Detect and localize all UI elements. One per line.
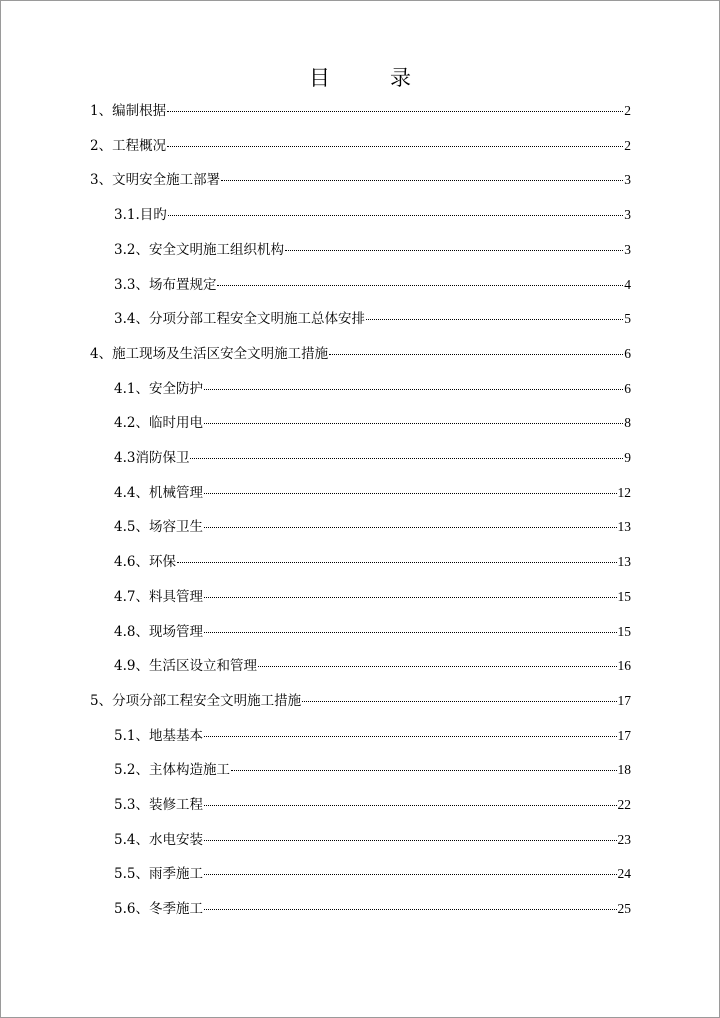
toc-entry[interactable]: [114, 517, 631, 537]
toc-entry-label: 4.1、安全防护: [114, 381, 203, 397]
toc-leader-dots: [204, 423, 623, 424]
toc-entry-label: 5.1、地基基本: [114, 728, 203, 744]
toc-leader-dots: [177, 562, 617, 563]
toc-entry-page-number: 23: [617, 832, 631, 847]
toc-entry-label: 4.4、机械管理: [114, 485, 203, 501]
toc-entry[interactable]: [114, 726, 631, 746]
toc-entry-page-number: 2: [624, 138, 631, 153]
toc-entry[interactable]: [114, 656, 631, 676]
toc-leader-dots: [168, 215, 623, 216]
toc-title-left: 目: [309, 66, 330, 90]
toc-entry-page-number: 24: [617, 866, 631, 881]
toc-entry-page-number: 25: [617, 901, 631, 916]
toc-leader-dots: [217, 285, 623, 286]
toc-entry-label: 4.2、临时用电: [114, 415, 203, 431]
toc-entry-page-number: 22: [617, 797, 631, 812]
toc-entry[interactable]: [114, 448, 631, 468]
toc-entry-label: 5.4、水电安装: [114, 832, 203, 848]
toc-entry[interactable]: [114, 899, 631, 919]
toc-entry[interactable]: [114, 483, 631, 503]
toc-entry[interactable]: [114, 864, 631, 884]
toc-leader-dots: [204, 493, 617, 494]
toc-entry-label: 1、编制根据: [90, 103, 167, 119]
toc-entry[interactable]: [114, 760, 631, 780]
toc-entry-label: 4.9、生活区设立和管理: [114, 658, 257, 674]
toc-entry-page-number: 5: [624, 311, 631, 326]
toc-entry-page-number: 3: [624, 242, 631, 257]
toc-entry[interactable]: [114, 205, 631, 225]
toc-entry-label: 3、文明安全施工部署: [90, 172, 221, 188]
toc-entry-label: 3.4、分项分部工程安全文明施工总体安排: [114, 311, 365, 327]
toc-entry-page-number: 13: [617, 519, 631, 534]
toc-leader-dots: [167, 146, 623, 147]
toc-leader-dots: [231, 770, 617, 771]
toc-entry-label: 5.2、主体构造施工: [114, 762, 230, 778]
toc-entry-page-number: 4: [624, 277, 631, 292]
toc-entry[interactable]: [114, 587, 631, 607]
toc-entry[interactable]: [114, 830, 631, 850]
toc-entry[interactable]: [114, 240, 631, 260]
toc-entry[interactable]: [90, 691, 631, 711]
toc-leader-dots: [285, 250, 623, 251]
toc-leader-dots: [190, 458, 623, 459]
toc-entry-label: 4.3消防保卫: [114, 450, 190, 466]
toc-entry-label: 3.1.目旳: [114, 207, 167, 223]
toc-entry-label: 4、施工现场及生活区安全文明施工措施: [90, 346, 329, 362]
toc-leader-dots: [329, 354, 623, 355]
toc-leader-dots: [204, 597, 617, 598]
toc-entry[interactable]: [114, 309, 631, 329]
toc-entry[interactable]: [114, 379, 631, 399]
toc-leader-dots: [204, 909, 617, 910]
toc-entry[interactable]: [90, 344, 631, 364]
toc-leader-dots: [302, 701, 616, 702]
toc-entry-page-number: 8: [624, 415, 631, 430]
toc-entry-page-number: 13: [617, 554, 631, 569]
toc-leader-dots: [204, 389, 623, 390]
toc-entry-page-number: 3: [624, 172, 631, 187]
toc-leader-dots: [204, 874, 617, 875]
toc-entry-page-number: 16: [617, 658, 631, 673]
toc-entry-label: 4.5、场容卫生: [114, 519, 203, 535]
toc-entry[interactable]: [90, 170, 631, 190]
toc-entry-page-number: 15: [617, 589, 631, 604]
toc-entry-page-number: 3: [624, 207, 631, 222]
toc-entry-label: 3.2、安全文明施工组织机构: [114, 242, 284, 258]
toc-leader-dots: [204, 736, 617, 737]
toc-leader-dots: [221, 180, 623, 181]
toc-entry-page-number: 9: [624, 450, 631, 465]
toc-entry-page-number: 17: [617, 693, 631, 708]
toc-entry-label: 5.5、雨季施工: [114, 866, 203, 882]
toc-entry-label: 4.7、料具管理: [114, 589, 203, 605]
toc-entry-label: 3.3、场布置规定: [114, 277, 217, 293]
toc-title: [0, 62, 720, 92]
toc-entry[interactable]: [90, 136, 631, 156]
toc-entry[interactable]: [114, 622, 631, 642]
toc-entry-page-number: 17: [617, 728, 631, 743]
toc-leader-dots: [204, 632, 617, 633]
toc-leader-dots: [366, 319, 623, 320]
toc-entry-label: 5.3、装修工程: [114, 797, 203, 813]
toc-leader-dots: [204, 527, 617, 528]
toc-leader-dots: [204, 840, 617, 841]
toc-entry[interactable]: [114, 275, 631, 295]
toc-entry[interactable]: [114, 552, 631, 572]
toc-entry-label: 5.6、冬季施工: [114, 901, 203, 917]
toc-title-right: 录: [390, 66, 411, 90]
toc-entry-label: 4.6、环保: [114, 554, 176, 570]
toc-entry-page-number: 15: [617, 624, 631, 639]
toc-entry-page-number: 18: [617, 762, 631, 777]
toc-entry-label: 4.8、现场管理: [114, 624, 203, 640]
toc-leader-dots: [204, 805, 617, 806]
toc-entry[interactable]: [90, 101, 631, 121]
toc-leader-dots: [167, 111, 623, 112]
toc-entry-label: 2、工程概况: [90, 138, 167, 154]
toc-entry-page-number: 6: [624, 381, 631, 396]
toc-entry-page-number: 12: [617, 485, 631, 500]
toc-entry[interactable]: [114, 413, 631, 433]
toc-entry-page-number: 2: [624, 103, 631, 118]
toc-leader-dots: [258, 666, 617, 667]
toc-entry[interactable]: [114, 795, 631, 815]
toc-entry-page-number: 6: [624, 346, 631, 361]
toc-entry-label: 5、分项分部工程安全文明施工措施: [90, 693, 302, 709]
